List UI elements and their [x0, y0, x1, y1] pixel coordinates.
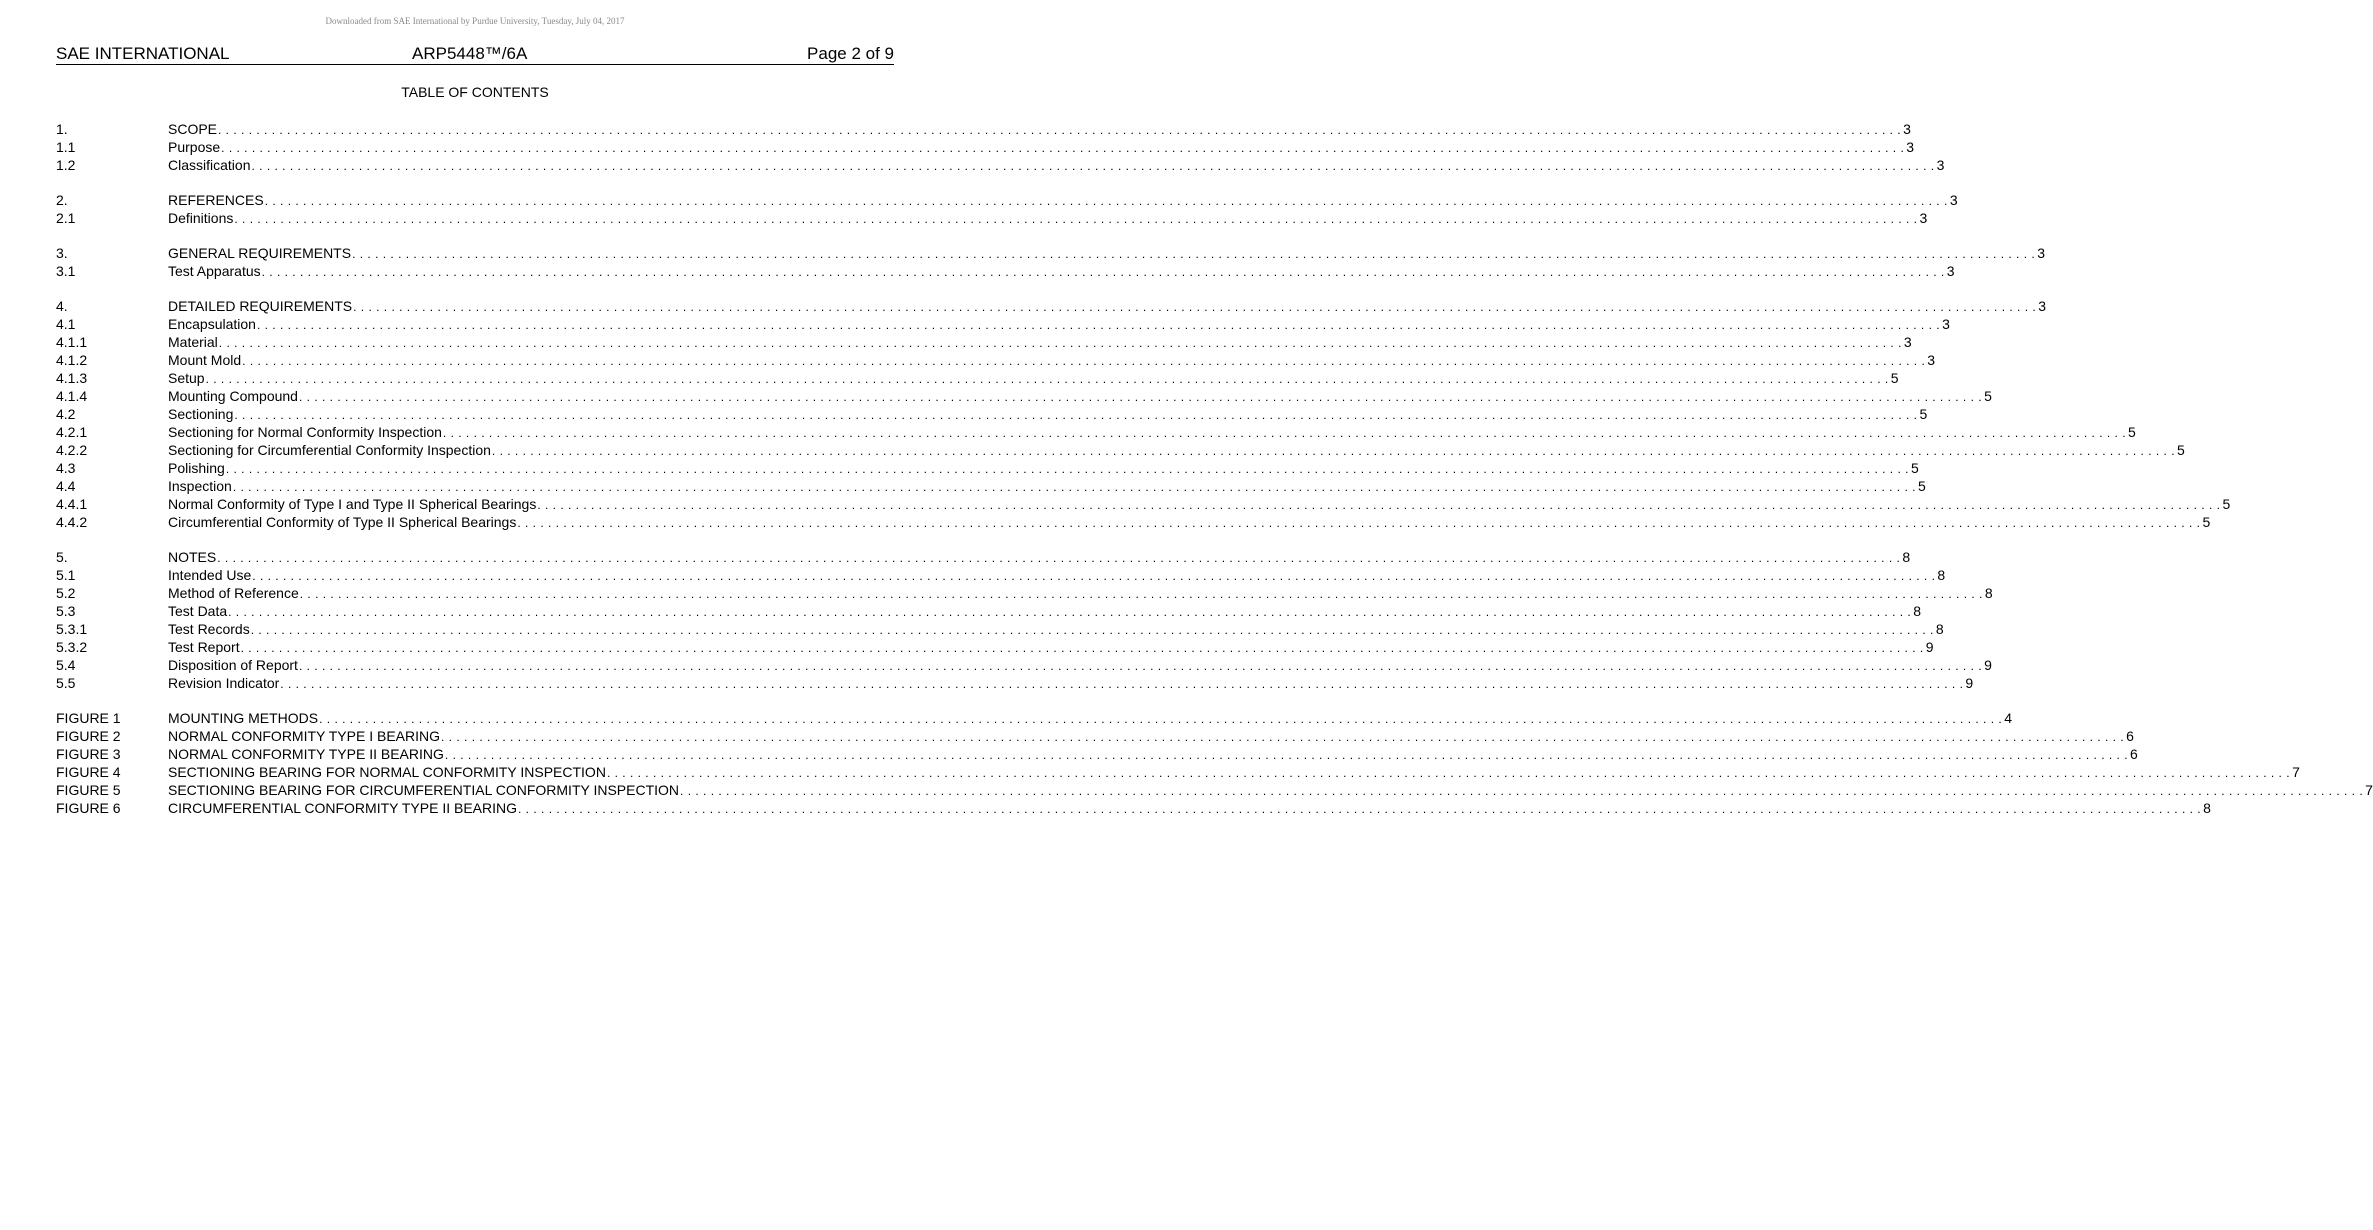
toc-entry[interactable] [56, 333, 1912, 351]
toc-entry-number: 4.1.4 [56, 388, 88, 404]
dot-leader: . . . . . . . . . . . . . . . . . . . . . . . . . . . . . . . . . . . . . . . . . . . . . . . . . . . . . . . . . . . . . . . . . . . . . . . . . . . . . . . . . . . . . . . . . . . . . . . . . . . . . . . . . . . . . . . . . . . . . . . . . . . . . . . . . . . . . . . . . . . . . . . . . . . . . . . . . . . . . . . . . . . . . . . . . . . . . . . . . . . . . . . . . . . . . . . . . . . . . . . . . . . . . . . . . . . . . . . . . . . . [217, 551, 1901, 565]
toc-entry-line [168, 297, 2047, 316]
toc-entry[interactable] [56, 781, 2373, 799]
toc-entry-title: Intended Use [168, 567, 252, 583]
toc-entry-page: 3 [1906, 139, 1915, 155]
page-header [56, 44, 894, 65]
toc-entry[interactable] [56, 138, 1915, 156]
toc-entry-number: 5.4 [56, 657, 76, 673]
toc-entry-line [168, 620, 1944, 639]
toc-entry-title: Purpose [168, 139, 221, 155]
download-watermark: Downloaded from SAE International by Purdue University, Tuesday, July 04, 2017 [325, 16, 625, 26]
dot-leader: . . . . . . . . . . . . . . . . . . . . . . . . . . . . . . . . . . . . . . . . . . . . . . . . . . . . . . . . . . . . . . . . . . . . . . . . . . . . . . . . . . . . . . . . . . . . . . . . . . . . . . . . . . . . . . . . . . . . . . . . . . . . . . . . . . . . . . . . . . . . . . . . . . . . . . . . . . . . . . . . . . . . . . . . . . . . . . . . . . . . . . . . . . . . . . . . . . . . . . . . . . . . . . . . . . . . . . . . . . . . [442, 426, 2127, 440]
dot-leader: . . . . . . . . . . . . . . . . . . . . . . . . . . . . . . . . . . . . . . . . . . . . . . . . . . . . . . . . . . . . . . . . . . . . . . . . . . . . . . . . . . . . . . . . . . . . . . . . . . . . . . . . . . . . . . . . . . . . . . . . . . . . . . . . . . . . . . . . . . . . . . . . . . . . . . . . . . . . . . . . . . . . . . . . . . . . . . . . . . . . . . . . . . . . . . . . . . . . . . . . . . . . . . . . . . . . . . . . . . . . [352, 247, 2036, 261]
toc-entry-line [168, 459, 1919, 478]
toc-entry-number: 2. [56, 192, 68, 208]
dot-leader: . . . . . . . . . . . . . . . . . . . . . . . . . . . . . . . . . . . . . . . . . . . . . . . . . . . . . . . . . . . . . . . . . . . . . . . . . . . . . . . . . . . . . . . . . . . . . . . . . . . . . . . . . . . . . . . . . . . . . . . . . . . . . . . . . . . . . . . . . . . . . . . . . . . . . . . . . . . . . . . . . . . . . . . . . . . . . . . . . . . . . . . . . . . . . . . . . . . . . . . . . . . . . . . . . . . . . . . . . . . . [242, 354, 1926, 368]
toc-entry[interactable] [56, 799, 2211, 817]
toc-entry-line [168, 477, 1926, 496]
toc-entry-line [168, 781, 2373, 800]
toc-entry-page: 5 [1910, 460, 1919, 476]
toc-entry-page: 5 [1984, 388, 1992, 404]
toc-entry-page: 5 [1919, 406, 1928, 422]
toc-entry-line [168, 584, 1993, 603]
dot-leader: . . . . . . . . . . . . . . . . . . . . . . . . . . . . . . . . . . . . . . . . . . . . . . . . . . . . . . . . . . . . . . . . . . . . . . . . . . . . . . . . . . . . . . . . . . . . . . . . . . . . . . . . . . . . . . . . . . . . . . . . . . . . . . . . . . . . . . . . . . . . . . . . . . . . . . . . . . . . . . . . . . . . . . . . . . . . . . . . . . . . . . . . . . . . . . . . . . . . . . . . . . . . . . . . . . . . . . . . . . . . [491, 444, 2176, 458]
toc-entry-line [168, 727, 2134, 746]
toc-entry-number: 4.2.1 [56, 424, 88, 440]
toc-entry-number: FIGURE 2 [56, 728, 121, 744]
toc-entry-title: MOUNTING METHODS [168, 710, 319, 726]
toc-entry-number: 1.2 [56, 157, 76, 173]
toc-entry-line [168, 423, 2136, 442]
toc-entry-title: Test Report [168, 639, 240, 655]
toc-entry-number: 4.4 [56, 478, 76, 494]
toc-entry-number: 4.2 [56, 406, 76, 422]
toc-entry-number: 5.3 [56, 603, 76, 619]
header-document-id: ARP5448™/6A [412, 44, 528, 63]
toc-entry[interactable] [56, 209, 1928, 227]
toc-entry-title: Sectioning [168, 406, 234, 422]
toc-entry-number: 4.1.1 [56, 334, 88, 350]
toc-entry-title: CIRCUMFERENTIAL CONFORMITY TYPE II BEARING [168, 800, 518, 816]
table-of-contents [56, 120, 2373, 817]
toc-entry-title: REFERENCES [168, 192, 264, 208]
toc-entry-title: Polishing [168, 460, 225, 476]
toc-entry-page: 3 [1936, 157, 1945, 173]
toc-entry-title: Method of Reference [168, 585, 299, 601]
toc-entry-title: Circumferential Conformity of Type II Spherical Bearings [168, 514, 517, 530]
toc-entry-number: FIGURE 5 [56, 782, 121, 798]
toc-heading: TABLE OF CONTENTS [401, 84, 549, 100]
dot-leader: . . . . . . . . . . . . . . . . . . . . . . . . . . . . . . . . . . . . . . . . . . . . . . . . . . . . . . . . . . . . . . . . . . . . . . . . . . . . . . . . . . . . . . . . . . . . . . . . . . . . . . . . . . . . . . . . . . . . . . . . . . . . . . . . . . . . . . . . . . . . . . . . . . . . . . . . . . . . . . . . . . . . . . . . . . . . . . . . . . . . . . . . . . . . . . . . . . . . . . . . . . . . . . . . . . . . . . . . . . . . [252, 569, 1936, 583]
toc-entry-page: 3 [1919, 210, 1928, 226]
toc-entry[interactable] [56, 727, 2134, 745]
toc-entry[interactable] [56, 638, 1934, 656]
dot-leader: . . . . . . . . . . . . . . . . . . . . . . . . . . . . . . . . . . . . . . . . . . . . . . . . . . . . . . . . . . . . . . . . . . . . . . . . . . . . . . . . . . . . . . . . . . . . . . . . . . . . . . . . . . . . . . . . . . . . . . . . . . . . . . . . . . . . . . . . . . . . . . . . . . . . . . . . . . . . . . . . . . . . . . . . . . . . . . . . . . . . . . . . . . . . . . . . . . . . . . . . . . . . . . . . . . . . . . . . . . . . [234, 408, 1918, 422]
toc-entry-line [168, 656, 1992, 675]
toc-entry-line [168, 120, 1911, 139]
toc-entry-page: 5 [2128, 424, 2136, 440]
toc-entry-page: 5 [2177, 442, 2185, 458]
toc-entry[interactable] [56, 262, 1955, 280]
dot-leader: . . . . . . . . . . . . . . . . . . . . . . . . . . . . . . . . . . . . . . . . . . . . . . . . . . . . . . . . . . . . . . . . . . . . . . . . . . . . . . . . . . . . . . . . . . . . . . . . . . . . . . . . . . . . . . . . . . . . . . . . . . . . . . . . . . . . . . . . . . . . . . . . . . . . . . . . . . . . . . . . . . . . . . . . . . . . . . . . . . . . . . . . . . . . . . . . . . . . . . . . . . . . . . . . . . . . . . . . . . . . [517, 516, 2201, 530]
dot-leader: . . . . . . . . . . . . . . . . . . . . . . . . . . . . . . . . . . . . . . . . . . . . . . . . . . . . . . . . . . . . . . . . . . . . . . . . . . . . . . . . . . . . . . . . . . . . . . . . . . . . . . . . . . . . . . . . . . . . . . . . . . . . . . . . . . . . . . . . . . . . . . . . . . . . . . . . . . . . . . . . . . . . . . . . . . . . . . . . . . . . . . . . . . . . . . . . . . . . . . . . . . . . . . . . . . . . . . . . . . . . [240, 641, 1924, 655]
toc-entry-page: 3 [1927, 352, 1936, 368]
toc-entry[interactable] [56, 459, 1919, 477]
toc-entry-line [168, 315, 1950, 334]
toc-entry-page: 8 [1935, 621, 1944, 637]
dot-leader: . . . . . . . . . . . . . . . . . . . . . . . . . . . . . . . . . . . . . . . . . . . . . . . . . . . . . . . . . . . . . . . . . . . . . . . . . . . . . . . . . . . . . . . . . . . . . . . . . . . . . . . . . . . . . . . . . . . . . . . . . . . . . . . . . . . . . . . . . . . . . . . . . . . . . . . . . . . . . . . . . . . . . . . . . . . . . . . . . . . . . . . . . . . . . . . . . . . . . . . . . . . . . . . . . . . . . . . . . . . . [251, 159, 1935, 173]
toc-entry-number: 4.1 [56, 316, 76, 332]
toc-entry[interactable] [56, 674, 1974, 692]
toc-entry[interactable] [56, 156, 1945, 174]
toc-entry-title: Classification [168, 157, 251, 173]
toc-entry-number: 1. [56, 121, 68, 137]
toc-entry[interactable] [56, 477, 1926, 495]
toc-entry-number: 5.2 [56, 585, 76, 601]
dot-leader: . . . . . . . . . . . . . . . . . . . . . . . . . . . . . . . . . . . . . . . . . . . . . . . . . . . . . . . . . . . . . . . . . . . . . . . . . . . . . . . . . . . . . . . . . . . . . . . . . . . . . . . . . . . . . . . . . . . . . . . . . . . . . . . . . . . . . . . . . . . . . . . . . . . . . . . . . . . . . . . . . . . . . . . . . . . . . . . . . . . . . . . . . . . . . . . . . . . . . . . . . . . . . . . . . . . . . . . . . . . . [298, 390, 1983, 404]
toc-entry-page: 8 [1984, 585, 1993, 601]
toc-entry-number: 1.1 [56, 139, 76, 155]
dot-leader: . . . . . . . . . . . . . . . . . . . . . . . . . . . . . . . . . . . . . . . . . . . . . . . . . . . . . . . . . . . . . . . . . . . . . . . . . . . . . . . . . . . . . . . . . . . . . . . . . . . . . . . . . . . . . . . . . . . . . . . . . . . . . . . . . . . . . . . . . . . . . . . . . . . . . . . . . . . . . . . . . . . . . . . . . . . . . . . . . . . . . . . . . . . . . . . . . . . . . . . . . . . . . . . . . . . . . . . . . . . . [298, 659, 1983, 673]
dot-leader: . . . . . . . . . . . . . . . . . . . . . . . . . . . . . . . . . . . . . . . . . . . . . . . . . . . . . . . . . . . . . . . . . . . . . . . . . . . . . . . . . . . . . . . . . . . . . . . . . . . . . . . . . . . . . . . . . . . . . . . . . . . . . . . . . . . . . . . . . . . . . . . . . . . . . . . . . . . . . . . . . . . . . . . . . . . . . . . . . . . . . . . . . . . . . . . . . . . . . . . . . . . . . . . . . . . . . . . . . . . . [353, 300, 2037, 314]
toc-entry-title: GENERAL REQUIREMENTS [168, 245, 352, 261]
toc-entry-number: 5.3.1 [56, 621, 88, 637]
toc-entry[interactable] [56, 423, 2136, 441]
toc-entry-number: 5.3.2 [56, 639, 88, 655]
toc-entry-line [168, 566, 1946, 585]
dot-leader: . . . . . . . . . . . . . . . . . . . . . . . . . . . . . . . . . . . . . . . . . . . . . . . . . . . . . . . . . . . . . . . . . . . . . . . . . . . . . . . . . . . . . . . . . . . . . . . . . . . . . . . . . . . . . . . . . . . . . . . . . . . . . . . . . . . . . . . . . . . . . . . . . . . . . . . . . . . . . . . . . . . . . . . . . . . . . . . . . . . . . . . . . . . . . . . . . . . . . . . . . . . . . . . . . . . . . . . . . . . . [250, 623, 1934, 637]
toc-entry[interactable] [56, 244, 2045, 262]
dot-leader: . . . . . . . . . . . . . . . . . . . . . . . . . . . . . . . . . . . . . . . . . . . . . . . . . . . . . . . . . . . . . . . . . . . . . . . . . . . . . . . . . . . . . . . . . . . . . . . . . . . . . . . . . . . . . . . . . . . . . . . . . . . . . . . . . . . . . . . . . . . . . . . . . . . . . . . . . . . . . . . . . . . . . . . . . . . . . . . . . . . . . . . . . . . . . . . . . . . . . . . . . . . . . . . . . . . . . . . . . . . . [205, 372, 1889, 386]
toc-entry-number: FIGURE 1 [56, 710, 121, 726]
toc-entry[interactable] [56, 297, 2047, 315]
dot-leader: . . . . . . . . . . . . . . . . . . . . . . . . . . . . . . . . . . . . . . . . . . . . . . . . . . . . . . . . . . . . . . . . . . . . . . . . . . . . . . . . . . . . . . . . . . . . . . . . . . . . . . . . . . . . . . . . . . . . . . . . . . . . . . . . . . . . . . . . . . . . . . . . . . . . . . . . . . . . . . . . . . . . . . . . . . . . . . . . . . . . . . . . . . . . . . . . . . . . . . . . . . . . . . . . . . . . . . . . . . . . [319, 712, 2003, 726]
toc-entry[interactable] [56, 566, 1946, 584]
toc-entry[interactable] [56, 120, 1911, 138]
dot-leader: . . . . . . . . . . . . . . . . . . . . . . . . . . . . . . . . . . . . . . . . . . . . . . . . . . . . . . . . . . . . . . . . . . . . . . . . . . . . . . . . . . . . . . . . . . . . . . . . . . . . . . . . . . . . . . . . . . . . . . . . . . . . . . . . . . . . . . . . . . . . . . . . . . . . . . . . . . . . . . . . . . . . . . . . . . . . . . . . . . . . . . . . . . . . . . . . . . . . . . . . . . . . . . . . . . . . . . . . . . . . [537, 498, 2221, 512]
toc-entry-title: Inspection [168, 478, 232, 494]
dot-leader: . . . . . . . . . . . . . . . . . . . . . . . . . . . . . . . . . . . . . . . . . . . . . . . . . . . . . . . . . . . . . . . . . . . . . . . . . . . . . . . . . . . . . . . . . . . . . . . . . . . . . . . . . . . . . . . . . . . . . . . . . . . . . . . . . . . . . . . . . . . . . . . . . . . . . . . . . . . . . . . . . . . . . . . . . . . . . . . . . . . . . . . . . . . . . . . . . . . . . . . . . . . . . . . . . . . . . . . . . . . . [218, 336, 1902, 350]
dot-leader: . . . . . . . . . . . . . . . . . . . . . . . . . . . . . . . . . . . . . . . . . . . . . . . . . . . . . . . . . . . . . . . . . . . . . . . . . . . . . . . . . . . . . . . . . . . . . . . . . . . . . . . . . . . . . . . . . . . . . . . . . . . . . . . . . . . . . . . . . . . . . . . . . . . . . . . . . . . . . . . . . . . . . . . . . . . . . . . . . . . . . . . . . . . . . . . . . . . . . . . . . . . . . . . . . . . . . . . . . . . . [264, 194, 1948, 208]
toc-entry-page: 8 [1937, 567, 1946, 583]
toc-entry-title: NORMAL CONFORMITY TYPE I BEARING [168, 728, 441, 744]
toc-entry-page: 3 [1949, 192, 1958, 208]
toc-entry[interactable] [56, 745, 2138, 763]
dot-leader: . . . . . . . . . . . . . . . . . . . . . . . . . . . . . . . . . . . . . . . . . . . . . . . . . . . . . . . . . . . . . . . . . . . . . . . . . . . . . . . . . . . . . . . . . . . . . . . . . . . . . . . . . . . . . . . . . . . . . . . . . . . . . . . . . . . . . . . . . . . . . . . . . . . . . . . . . . . . . . . . . . . . . . . . . . . . . . . . . . . . . . . . . . . . . . . . . . . . . . . . . . . . . . . . . . . . . . . . . . . . [444, 748, 2129, 762]
header-page-number: Page 2 of 9 [807, 44, 894, 63]
toc-entry-title: Test Apparatus [168, 263, 261, 279]
toc-entry-line [168, 441, 2185, 460]
toc-entry-title: NORMAL CONFORMITY TYPE II BEARING [168, 746, 444, 762]
toc-entry-title: Material [168, 334, 218, 350]
toc-entry-line [168, 799, 2211, 818]
toc-entry-page: 9 [1965, 675, 1974, 691]
toc-entry[interactable] [56, 584, 1993, 602]
toc-entry-line [168, 262, 1955, 281]
toc-entry[interactable] [56, 369, 1899, 387]
toc-entry[interactable] [56, 548, 1911, 566]
toc-entry[interactable] [56, 709, 2013, 727]
toc-entry[interactable] [56, 602, 1922, 620]
toc-entry-number: 2.1 [56, 210, 76, 226]
toc-entry-title: Sectioning for Circumferential Conformity Inspection [168, 442, 491, 458]
dot-leader: . . . . . . . . . . . . . . . . . . . . . . . . . . . . . . . . . . . . . . . . . . . . . . . . . . . . . . . . . . . . . . . . . . . . . . . . . . . . . . . . . . . . . . . . . . . . . . . . . . . . . . . . . . . . . . . . . . . . . . . . . . . . . . . . . . . . . . . . . . . . . . . . . . . . . . . . . . . . . . . . . . . . . . . . . . . . . . . . . . . . . . . . . . . . . . . . . . . . . . . . . . . . . . . . . . . . . . . . . . . . [225, 462, 1909, 476]
toc-entry-page: 6 [2126, 728, 2134, 744]
toc-entry-line [168, 191, 1958, 210]
toc-entry-line [168, 369, 1899, 388]
toc-entry-number: 4.4.2 [56, 514, 88, 530]
toc-entry-page: 3 [1942, 316, 1950, 332]
toc-entry-line [168, 244, 2045, 263]
toc-entry[interactable] [56, 763, 2300, 781]
toc-entry[interactable] [56, 387, 1992, 405]
toc-entry-title: SECTIONING BEARING FOR CIRCUMFERENTIAL CONFORMITY INSPECTION [168, 782, 680, 798]
toc-entry-title: Test Data [168, 603, 228, 619]
toc-entry-line [168, 387, 1992, 406]
toc-entry-page: 9 [1984, 657, 1992, 673]
toc-entry-title: SCOPE [168, 121, 218, 137]
toc-entry[interactable] [56, 656, 1992, 674]
toc-entry[interactable] [56, 315, 1950, 333]
toc-entry-page: 8 [1902, 549, 1911, 565]
toc-entry-page: 8 [2203, 800, 2211, 816]
toc-entry-title: Setup [168, 370, 205, 386]
toc-entry-title: Definitions [168, 210, 234, 226]
toc-entry-title: Test Records [168, 621, 250, 637]
toc-entry-number: 5. [56, 549, 68, 565]
toc-entry-page: 8 [1913, 603, 1922, 619]
dot-leader: . . . . . . . . . . . . . . . . . . . . . . . . . . . . . . . . . . . . . . . . . . . . . . . . . . . . . . . . . . . . . . . . . . . . . . . . . . . . . . . . . . . . . . . . . . . . . . . . . . . . . . . . . . . . . . . . . . . . . . . . . . . . . . . . . . . . . . . . . . . . . . . . . . . . . . . . . . . . . . . . . . . . . . . . . . . . . . . . . . . . . . . . . . . . . . . . . . . . . . . . . . . . . . . . . . . . . . . . . . . . [228, 605, 1912, 619]
dot-leader: . . . . . . . . . . . . . . . . . . . . . . . . . . . . . . . . . . . . . . . . . . . . . . . . . . . . . . . . . . . . . . . . . . . . . . . . . . . . . . . . . . . . . . . . . . . . . . . . . . . . . . . . . . . . . . . . . . . . . . . . . . . . . . . . . . . . . . . . . . . . . . . . . . . . . . . . . . . . . . . . . . . . . . . . . . . . . . . . . . . . . . . . . . . . . . . . . . . . . . . . . . . . . . . . . . . . . . . . . . . . [680, 784, 2364, 798]
toc-entry-line [168, 763, 2300, 782]
toc-entry-page: 5 [2222, 496, 2231, 512]
toc-entry-line [168, 674, 1974, 693]
toc-entry-title: NOTES [168, 549, 217, 565]
toc-entry-line [168, 548, 1911, 567]
toc-entry-title: SECTIONING BEARING FOR NORMAL CONFORMITY INSPECTION [168, 764, 606, 780]
dot-leader: . . . . . . . . . . . . . . . . . . . . . . . . . . . . . . . . . . . . . . . . . . . . . . . . . . . . . . . . . . . . . . . . . . . . . . . . . . . . . . . . . . . . . . . . . . . . . . . . . . . . . . . . . . . . . . . . . . . . . . . . . . . . . . . . . . . . . . . . . . . . . . . . . . . . . . . . . . . . . . . . . . . . . . . . . . . . . . . . . . . . . . . . . . . . . . . . . . . . . . . . . . . . . . . . . . . . . . . . . . . . [280, 677, 1964, 691]
dot-leader: . . . . . . . . . . . . . . . . . . . . . . . . . . . . . . . . . . . . . . . . . . . . . . . . . . . . . . . . . . . . . . . . . . . . . . . . . . . . . . . . . . . . . . . . . . . . . . . . . . . . . . . . . . . . . . . . . . . . . . . . . . . . . . . . . . . . . . . . . . . . . . . . . . . . . . . . . . . . . . . . . . . . . . . . . . . . . . . . . . . . . . . . . . . . . . . . . . . . . . . . . . . . . . . . . . . . . . . . . . . . [221, 141, 1905, 155]
toc-entry[interactable] [56, 405, 1928, 423]
toc-entry-number: FIGURE 4 [56, 764, 121, 780]
toc-entry[interactable] [56, 513, 2211, 531]
toc-entry-number: 4.3 [56, 460, 76, 476]
toc-entry-title: Mounting Compound [168, 388, 298, 404]
dot-leader: . . . . . . . . . . . . . . . . . . . . . . . . . . . . . . . . . . . . . . . . . . . . . . . . . . . . . . . . . . . . . . . . . . . . . . . . . . . . . . . . . . . . . . . . . . . . . . . . . . . . . . . . . . . . . . . . . . . . . . . . . . . . . . . . . . . . . . . . . . . . . . . . . . . . . . . . . . . . . . . . . . . . . . . . . . . . . . . . . . . . . . . . . . . . . . . . . . . . . . . . . . . . . . . . . . . . . . . . . . . . [518, 802, 2202, 816]
toc-entry-line [168, 156, 1945, 175]
toc-entry-number: FIGURE 3 [56, 746, 121, 762]
toc-entry-title: DETAILED REQUIREMENTS [168, 298, 353, 314]
toc-entry-line [168, 745, 2138, 764]
toc-entry-line [168, 709, 2013, 728]
toc-entry[interactable] [56, 441, 2185, 459]
toc-entry-number: 4.4.1 [56, 496, 88, 512]
toc-entry-line [168, 602, 1922, 621]
toc-entry-title: Normal Conformity of Type I and Type II Spherical Bearings [168, 496, 537, 512]
toc-entry-number: 3. [56, 245, 68, 261]
toc-entry-number: 3.1 [56, 263, 76, 279]
toc-entry-line [168, 209, 1928, 228]
toc-entry-number: 4.1.3 [56, 370, 88, 386]
toc-entry-page: 7 [2292, 764, 2300, 780]
toc-entry-number: 5.1 [56, 567, 76, 583]
toc-entry[interactable] [56, 620, 1944, 638]
toc-entry-page: 5 [1890, 370, 1899, 386]
toc-entry-line [168, 495, 2231, 514]
toc-entry-title: Encapsulation [168, 316, 256, 332]
toc-entry-line [168, 333, 1912, 352]
toc-entry-title: Mount Mold [168, 352, 242, 368]
dot-leader: . . . . . . . . . . . . . . . . . . . . . . . . . . . . . . . . . . . . . . . . . . . . . . . . . . . . . . . . . . . . . . . . . . . . . . . . . . . . . . . . . . . . . . . . . . . . . . . . . . . . . . . . . . . . . . . . . . . . . . . . . . . . . . . . . . . . . . . . . . . . . . . . . . . . . . . . . . . . . . . . . . . . . . . . . . . . . . . . . . . . . . . . . . . . . . . . . . . . . . . . . . . . . . . . . . . . . . . . . . . . [256, 318, 1941, 332]
toc-entry-page: 5 [1917, 478, 1926, 494]
toc-entry-line [168, 405, 1928, 424]
toc-entry-page: 3 [2037, 245, 2045, 261]
toc-entry-number: 5.5 [56, 675, 76, 691]
toc-entry-line [168, 138, 1915, 157]
toc-entry-page: 4 [2004, 710, 2013, 726]
dot-leader: . . . . . . . . . . . . . . . . . . . . . . . . . . . . . . . . . . . . . . . . . . . . . . . . . . . . . . . . . . . . . . . . . . . . . . . . . . . . . . . . . . . . . . . . . . . . . . . . . . . . . . . . . . . . . . . . . . . . . . . . . . . . . . . . . . . . . . . . . . . . . . . . . . . . . . . . . . . . . . . . . . . . . . . . . . . . . . . . . . . . . . . . . . . . . . . . . . . . . . . . . . . . . . . . . . . . . . . . . . . . [441, 730, 2125, 744]
toc-entry-number: 4. [56, 298, 68, 314]
toc-entry[interactable] [56, 495, 2231, 513]
toc-entry-title: Disposition of Report [168, 657, 298, 673]
toc-entry-title: Revision Indicator [168, 675, 280, 691]
toc-entry-line [168, 638, 1934, 657]
toc-entry-number: 4.1.2 [56, 352, 88, 368]
toc-entry-number: 4.2.2 [56, 442, 88, 458]
toc-entry-page: 6 [2130, 746, 2138, 762]
toc-entry[interactable] [56, 351, 1936, 369]
toc-entry-page: 3 [2038, 298, 2047, 314]
dot-leader: . . . . . . . . . . . . . . . . . . . . . . . . . . . . . . . . . . . . . . . . . . . . . . . . . . . . . . . . . . . . . . . . . . . . . . . . . . . . . . . . . . . . . . . . . . . . . . . . . . . . . . . . . . . . . . . . . . . . . . . . . . . . . . . . . . . . . . . . . . . . . . . . . . . . . . . . . . . . . . . . . . . . . . . . . . . . . . . . . . . . . . . . . . . . . . . . . . . . . . . . . . . . . . . . . . . . . . . . . . . . [234, 212, 1918, 226]
header-organization: SAE INTERNATIONAL [56, 44, 230, 63]
dot-leader: . . . . . . . . . . . . . . . . . . . . . . . . . . . . . . . . . . . . . . . . . . . . . . . . . . . . . . . . . . . . . . . . . . . . . . . . . . . . . . . . . . . . . . . . . . . . . . . . . . . . . . . . . . . . . . . . . . . . . . . . . . . . . . . . . . . . . . . . . . . . . . . . . . . . . . . . . . . . . . . . . . . . . . . . . . . . . . . . . . . . . . . . . . . . . . . . . . . . . . . . . . . . . . . . . . . . . . . . . . . . [606, 766, 2291, 780]
dot-leader: . . . . . . . . . . . . . . . . . . . . . . . . . . . . . . . . . . . . . . . . . . . . . . . . . . . . . . . . . . . . . . . . . . . . . . . . . . . . . . . . . . . . . . . . . . . . . . . . . . . . . . . . . . . . . . . . . . . . . . . . . . . . . . . . . . . . . . . . . . . . . . . . . . . . . . . . . . . . . . . . . . . . . . . . . . . . . . . . . . . . . . . . . . . . . . . . . . . . . . . . . . . . . . . . . . . . . . . . . . . . [218, 123, 1902, 137]
toc-entry-page: 7 [2365, 782, 2373, 798]
toc-entry-page: 3 [1946, 263, 1955, 279]
toc-entry-page: 3 [1903, 334, 1912, 350]
dot-leader: . . . . . . . . . . . . . . . . . . . . . . . . . . . . . . . . . . . . . . . . . . . . . . . . . . . . . . . . . . . . . . . . . . . . . . . . . . . . . . . . . . . . . . . . . . . . . . . . . . . . . . . . . . . . . . . . . . . . . . . . . . . . . . . . . . . . . . . . . . . . . . . . . . . . . . . . . . . . . . . . . . . . . . . . . . . . . . . . . . . . . . . . . . . . . . . . . . . . . . . . . . . . . . . . . . . . . . . . . . . . [261, 265, 1945, 279]
toc-entry-line [168, 351, 1936, 370]
toc-entry-title: Sectioning for Normal Conformity Inspection [168, 424, 442, 440]
toc-entry[interactable] [56, 191, 1958, 209]
toc-entry-line [168, 513, 2211, 532]
dot-leader: . . . . . . . . . . . . . . . . . . . . . . . . . . . . . . . . . . . . . . . . . . . . . . . . . . . . . . . . . . . . . . . . . . . . . . . . . . . . . . . . . . . . . . . . . . . . . . . . . . . . . . . . . . . . . . . . . . . . . . . . . . . . . . . . . . . . . . . . . . . . . . . . . . . . . . . . . . . . . . . . . . . . . . . . . . . . . . . . . . . . . . . . . . . . . . . . . . . . . . . . . . . . . . . . . . . . . . . . . . . . [232, 480, 1916, 494]
toc-entry-page: 5 [2202, 514, 2211, 530]
toc-entry-page: 9 [1925, 639, 1934, 655]
dot-leader: . . . . . . . . . . . . . . . . . . . . . . . . . . . . . . . . . . . . . . . . . . . . . . . . . . . . . . . . . . . . . . . . . . . . . . . . . . . . . . . . . . . . . . . . . . . . . . . . . . . . . . . . . . . . . . . . . . . . . . . . . . . . . . . . . . . . . . . . . . . . . . . . . . . . . . . . . . . . . . . . . . . . . . . . . . . . . . . . . . . . . . . . . . . . . . . . . . . . . . . . . . . . . . . . . . . . . . . . . . . . [299, 587, 1983, 601]
toc-entry-page: 3 [1903, 121, 1911, 137]
toc-entry-number: FIGURE 6 [56, 800, 121, 816]
